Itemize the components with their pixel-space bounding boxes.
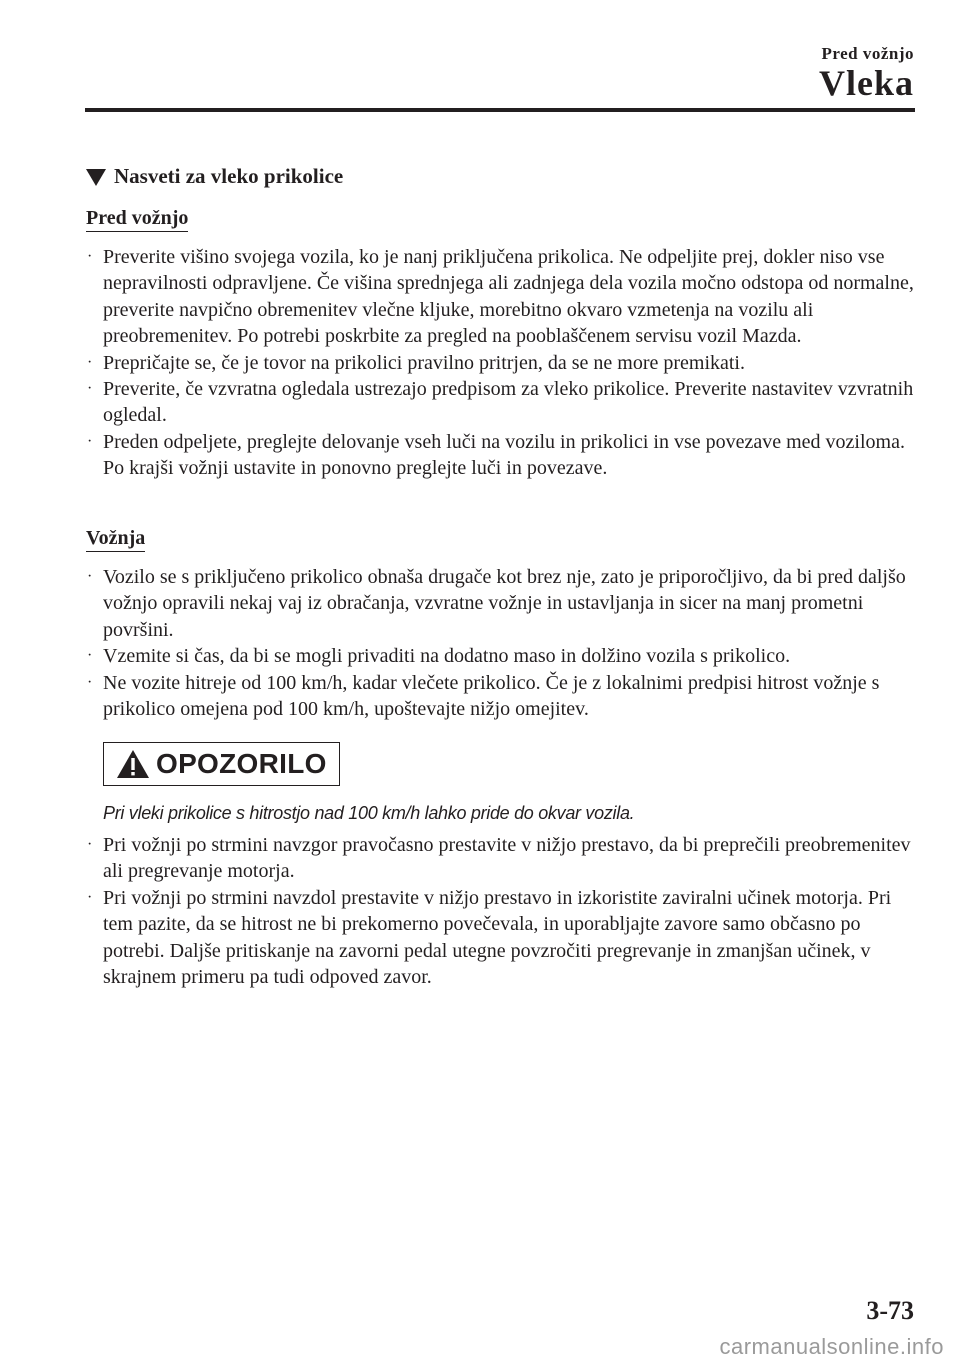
list-item: · Preverite, če vzvratna ogledala ustrezajo predpisom za vleko prikolice. Preverite nastavitev vzvratnih ogledal. (87, 378, 914, 427)
triangle-down-icon (86, 169, 106, 186)
page-number: 3-73 (866, 1296, 914, 1325)
list-item: · Preden odpeljete, preglejte delovanje vseh luči na vozilu in prikolici in vse povezave med voziloma. Po krajši vožnji ustavite in ponovno preglejte luči in povezave. (87, 430, 905, 480)
bullet-icon: · (87, 888, 93, 906)
list-item: · Prepričajte se, če je tovor na prikolici pravilno pritrjen, da se ne more premikati. (86, 350, 916, 376)
bullet-icon: · (87, 432, 93, 450)
driving-list-continued (86, 832, 916, 990)
section-title-text: Nasveti za vleko prikolice (114, 164, 344, 188)
bullet-icon: · (87, 673, 93, 691)
list-item: · Pri vožnji po strmini navzgor pravočasno prestavite v nižjo prestavo, da bi preprečili preobremenitev ali pregrevanje motorja. (87, 834, 911, 883)
warning-label: OPOZORILO (156, 748, 327, 779)
warning-triangle-icon (116, 749, 150, 779)
before-driving-list (86, 244, 916, 482)
list-item: · Preverite višino svojega vozila, ko je nanj priključena prikolica. Ne odpeljite prej, dokler niso vse nepravilnosti odpravljene. Če višina sprednjega ali zadnjega dela vozila močno odstopa od normalne, preverite navpično obremenitev vlečne kljuke, morebitno okvaro vzmetenja na vozilu ali preobremenitev. Po potrebi poskrbite za pregled na pooblaščenem servisu vozil Mazda. (87, 246, 914, 348)
list-item: · Vzemite si čas, da bi se mogli privaditi na dodatno maso in dolžino vozila s prikolico. (86, 643, 916, 669)
warning-text: Pri vleki prikolice s hitrostjo nad 100 km/h lahko pride do okvar vozila. (103, 803, 635, 823)
bullet-icon: · (87, 380, 93, 398)
watermark: carmanualsonline.info (719, 1334, 944, 1359)
chapter-label: Pred vožnjo (821, 44, 914, 63)
driving-list (86, 564, 916, 722)
list-item: · Vozilo se s priključeno prikolico obnaša drugače kot brez nje, zato je priporočljivo, da bi pred daljšo vožnjo opravili nekaj vaj iz obračanja, vzvratne vožnje in ustavljanja in sicer na manj prometni površini. (87, 566, 906, 641)
bullet-icon: · (87, 353, 93, 371)
list-item: · Pri vožnji po strmini navzdol prestavite v nižjo prestavo in izkoristite zaviralni učinek motorja. Pri tem pazite, da se hitrost ne bi prekomerno povečevala, in uporabljajte zavore samo občasno po potrebi. Daljše pritiskanje na zavorni pedal utegne povzročiti pregrevanje in zmanjšan učinek, v skrajnem primeru pa tudi odpoved zavor. (87, 886, 892, 989)
section-title (86, 164, 343, 189)
bullet-icon: · (87, 836, 93, 853)
bullet-icon: · (87, 568, 93, 585)
subheading-before-driving: Pred vožnjo (86, 206, 188, 232)
page-title: Vleka (819, 63, 914, 103)
warning-box (103, 742, 340, 786)
list-item: · Ne vozite hitreje od 100 km/h, kadar vlečete prikolico. Če je z lokalnimi predpisi hitrost vožnje s prikolico omejena pod 100 km/h, upoštevajte nižjo omejitev. (87, 671, 880, 721)
subheading-driving: Vožnja (86, 526, 145, 552)
bullet-icon: · (87, 248, 93, 265)
header-divider (85, 108, 915, 112)
bullet-icon: · (87, 647, 93, 665)
